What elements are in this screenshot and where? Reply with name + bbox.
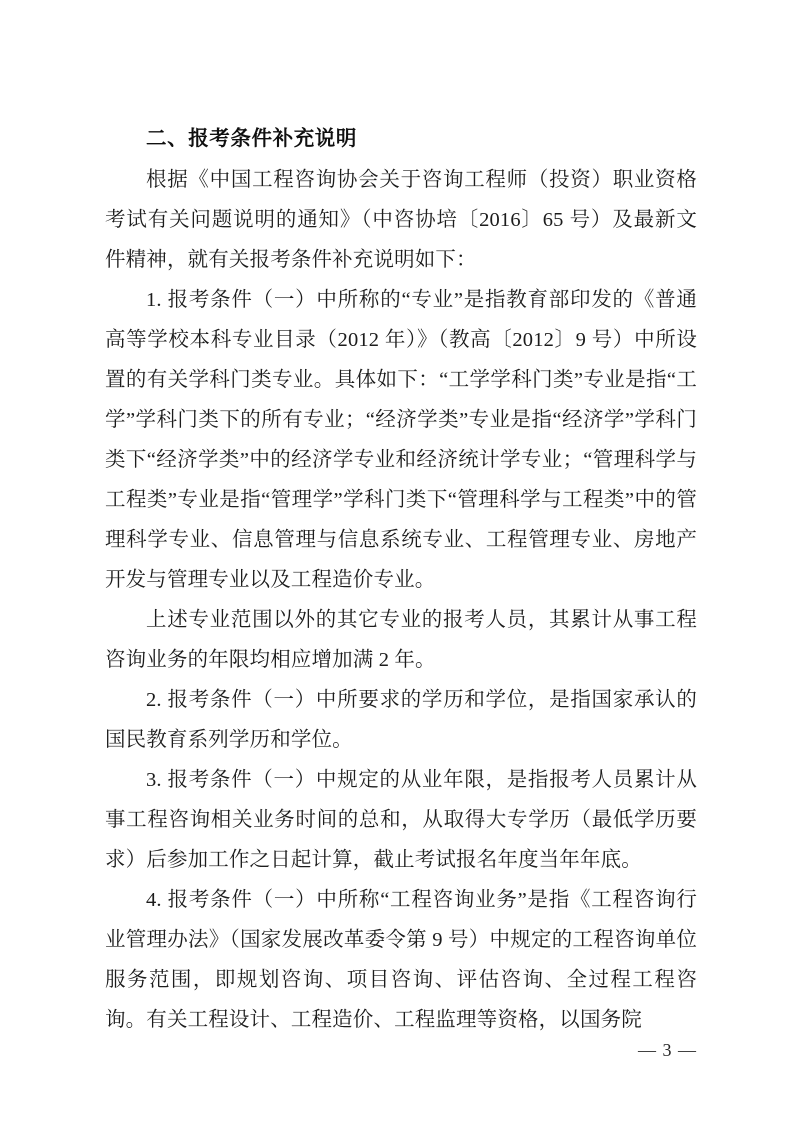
page-number-footer: — 3 — bbox=[638, 1040, 697, 1060]
paragraph-item-1: 1. 报考条件（一）中所称的“专业”是指教育部印发的《普通高等学校本科专业目录（2012 年）》（教高〔2012〕9 号）中所设置的有关学科门类专业。具体如下：“工学学科门类”专业是指“工学”学科门类下的所有专业；“经济学类”专业是指“经济学”学科门类下“经济学类”中的经济学专业和经济统计学专业；“管理科学与工程类”专业是指“管理学”学科门类下“管理科学与工程类”中的管理科学专业、信息管理与信息系统专业、工程管理专业、房地产开发与管理专业以及工程造价专业。 bbox=[105, 289, 697, 591]
paragraph-item-2: 2. 报考条件（一）中所要求的学历和学位，是指国家承认的国民教育系列学历和学位。 bbox=[105, 689, 697, 751]
paragraph-item-4: 4. 报考条件（一）中所称“工程咨询业务”是指《工程咨询行业管理办法》（国家发展改革委令第 9 号）中规定的工程咨询单位服务范围，即规划咨询、项目咨询、评估咨询、全过程工程咨询。有关工程设计、工程造价、工程监理等资格，以国务院 bbox=[105, 889, 697, 1031]
paragraph-other-majors: 上述专业范围以外的其它专业的报考人员，其累计从事工程咨询业务的年限均相应增加满 2 年。 bbox=[105, 609, 697, 671]
section-heading: 二、报考条件补充说明 bbox=[146, 126, 357, 150]
paragraph-item-3: 3. 报考条件（一）中规定的从业年限，是指报考人员累计从事工程咨询相关业务时间的总和，从取得大专学历（最低学历要求）后参加工作之日起计算，截止考试报名年度当年年底。 bbox=[105, 769, 697, 871]
page-content bbox=[105, 118, 697, 1040]
paragraph-intro: 根据《中国工程咨询协会关于咨询工程师（投资）职业资格考试有关问题说明的通知》（中咨协培〔2016〕65 号）及最新文件精神，就有关报考条件补充说明如下： bbox=[105, 169, 697, 271]
